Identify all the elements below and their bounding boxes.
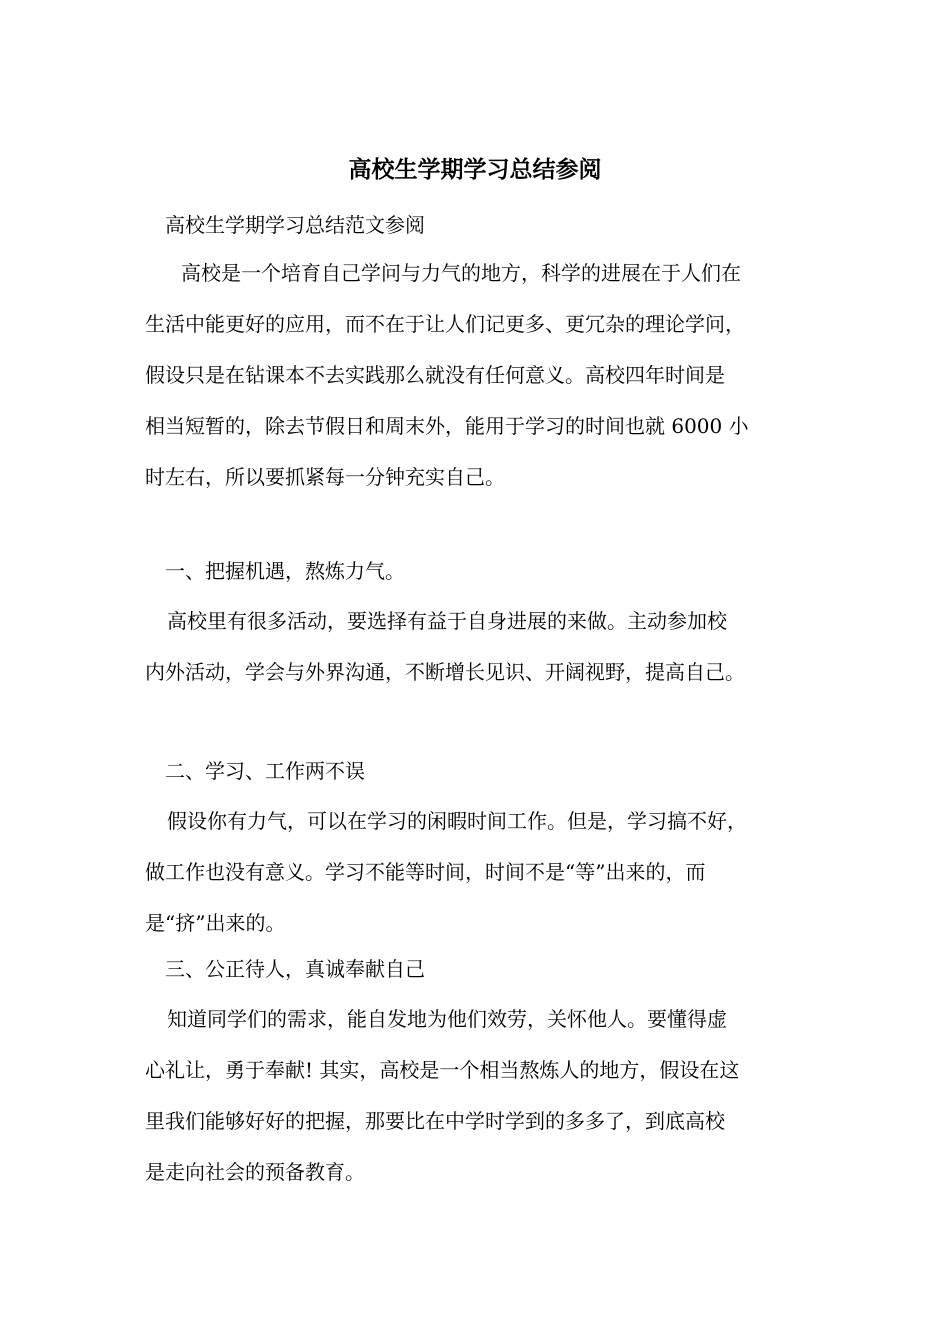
paragraph-line: 内外活动，学会与外界沟通，不断增长见识、开阔视野，提高自己。 [145, 660, 745, 684]
paragraph-line: 里我们能够好好的把握，那要比在中学时学到的多多了，到底高校 [145, 1109, 725, 1133]
paragraph-line: 高校里有很多活动，要选择有益于自身进展的来做。主动参加校 [167, 609, 727, 633]
paragraph-line: 假设你有力气，可以在学习的闲暇时间工作。但是，学习搞不好， [167, 809, 747, 833]
section-heading-text: 三、公正待人，真诚奉献自己 [165, 957, 425, 981]
paragraph-line: 生活中能更好的应用，而不在于让人们记更多、更冗杂的理论学问， [145, 312, 745, 336]
paragraph-line: 假设只是在钻课本不去实践那么就没有任何意义。高校四年时间是 [145, 363, 725, 387]
paragraph-line: 高校是一个培育自己学问与力气的地方，科学的进展在于人们在 [181, 261, 741, 285]
paragraph-line: 是“挤”出来的。 [145, 911, 286, 935]
paragraph-line: 心礼让，勇于奉献! 其实，高校是一个相当熬炼人的地方，假设在这 [145, 1058, 740, 1082]
section-paragraph [145, 796, 815, 949]
section-heading [145, 546, 815, 597]
paragraph-line: 是走向社会的预备教育。 [145, 1160, 365, 1184]
section-heading-text: 一、把握机遇，熬炼力气。 [165, 559, 405, 583]
section-heading-text: 二、学习、工作两不误 [165, 759, 365, 783]
section-paragraph [145, 596, 815, 698]
paragraph-line: 相当短暂的，除去节假日和周末外，能用于学习的时间也就 6000 小 [145, 414, 749, 438]
paragraph-line: 时左右，所以要抓紧每一分钟充实自己。 [145, 465, 505, 489]
subtitle-line: 高校生学期学习总结范文参阅 [165, 213, 425, 237]
section-paragraph [145, 994, 815, 1198]
section-heading [145, 944, 815, 995]
paragraph-line: 知道同学们的需求，能自发地为他们效劳，关怀他人。要懂得虚 [167, 1007, 727, 1031]
page-title: 高校生学期学习总结参阅 [348, 156, 602, 183]
paragraph-line: 做工作也没有意义。学习不能等时间，时间不是“等”出来的，而 [145, 860, 706, 884]
document-subtitle [145, 200, 815, 251]
intro-paragraph [145, 248, 815, 503]
section-heading [145, 746, 815, 797]
